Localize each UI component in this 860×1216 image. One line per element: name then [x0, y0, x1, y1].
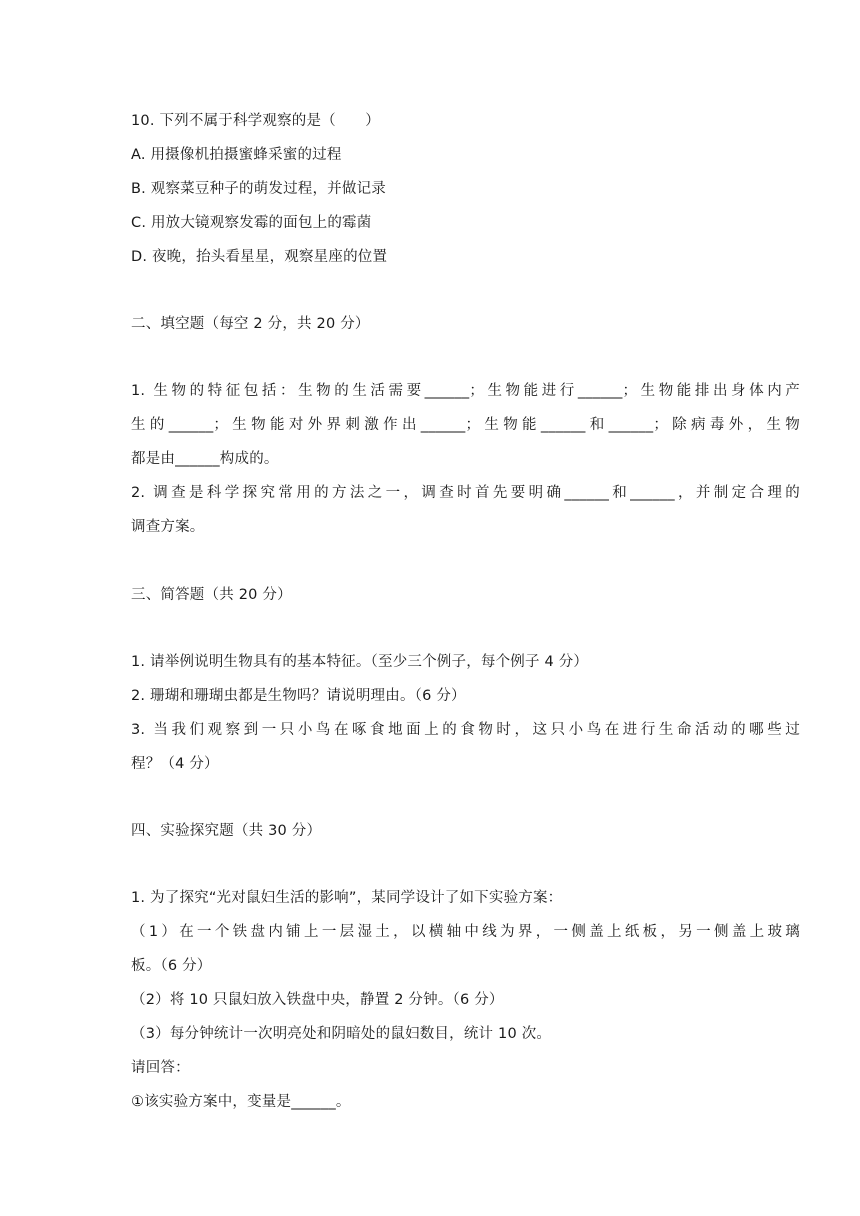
fill-q1-line2: 生的______；生物能对外界刺激作出______；生物能______和______；除病毒外，生物	[131, 417, 800, 433]
experiment-step2: （2）将 10 只鼠妇放入铁盘中央，静置 2 分钟。（6 分）	[131, 992, 504, 1008]
experiment-step3: （3）每分钟统计一次明亮处和阴暗处的鼠妇数目，统计 10 次。	[131, 1026, 552, 1042]
fill-q1-line3: 都是由______构成的。	[131, 451, 279, 467]
option-c: C. 用放大镜观察发霉的面包上的霉菌	[131, 215, 372, 231]
experiment-intro: 1. 为了探究“光对鼠妇生活的影响”，某同学设计了如下实验方案：	[131, 890, 563, 906]
short-q2: 2. 珊瑚和珊瑚虫都是生物吗？请说明理由。（6 分）	[131, 688, 466, 704]
answer-prompt: 请回答：	[131, 1060, 190, 1076]
short-q3-line2: 程？（4 分）	[131, 756, 219, 772]
short-q1: 1. 请举例说明生物具有的基本特征。（至少三个例子，每个例子 4 分）	[131, 654, 589, 670]
fill-q1-line1: 1. 生物的特征包括：生物的生活需要______；生物能进行______；生物能排出身体内产	[131, 383, 800, 399]
experiment-step1-line1: （1）在一个铁盘内铺上一层湿土，以横轴中线为界，一侧盖上纸板，另一侧盖上玻璃	[131, 924, 800, 940]
section-3-heading: 三、简答题（共 20 分）	[131, 587, 292, 603]
option-d: D. 夜晚，抬头看星星，观察星座的位置	[131, 249, 388, 265]
experiment-step1-line2: 板。（6 分）	[131, 958, 212, 974]
short-q3-line1: 3. 当我们观察到一只小鸟在啄食地面上的食物时，这只小鸟在进行生命活动的哪些过	[131, 722, 800, 738]
fill-q2-line1: 2. 调查是科学探究常用的方法之一，调查时首先要明确______和______，并制定合理的	[131, 485, 801, 501]
option-b: B. 观察菜豆种子的萌发过程，并做记录	[131, 181, 386, 197]
answer-sub1: ①该实验方案中，变量是______。	[131, 1094, 351, 1110]
section-2-heading: 二、填空题（每空 2 分，共 20 分）	[131, 316, 370, 332]
option-a: A. 用摄像机拍摄蜜蜂采蜜的过程	[131, 147, 342, 163]
section-4-heading: 四、实验探究题（共 30 分）	[131, 823, 322, 839]
fill-q2-line2: 调查方案。	[131, 519, 205, 535]
question-10-stem: 10. 下列不属于科学观察的是（ ）	[131, 113, 380, 129]
